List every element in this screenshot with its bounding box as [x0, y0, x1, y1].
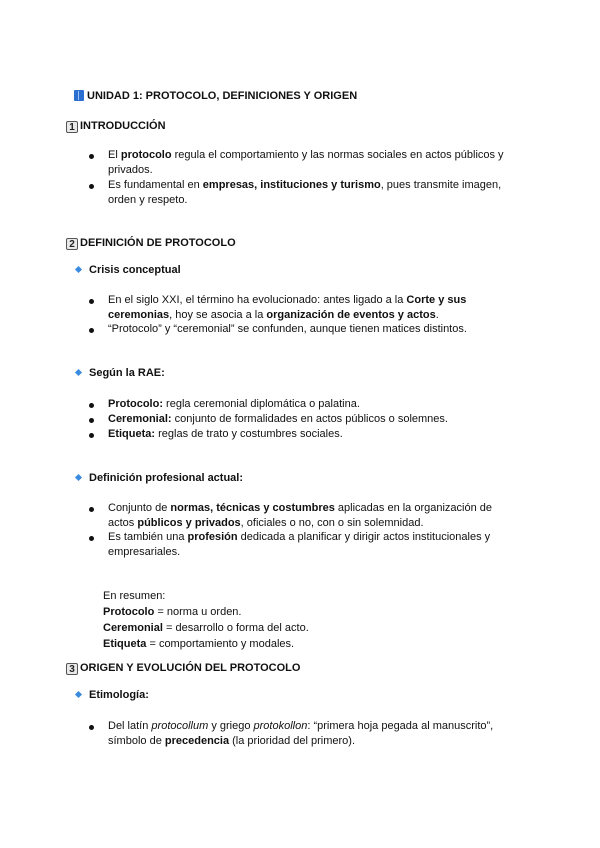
bullet-icon [89, 433, 94, 438]
bullet-icon [89, 154, 94, 159]
list-item: Conjunto de normas, técnicas y costumbres aplicadas en la organización de actos públicos y privados, oficiales o no, con o sin solemnidad. [108, 501, 518, 531]
subheading-crisis: Crisis conceptual [76, 264, 181, 276]
page-title: UNIDAD 1: PROTOCOLO, DEFINICIONES Y ORIGEN [74, 90, 357, 102]
list-item: Del latín protocollum y griego protokollon: “primera hoja pegada al manuscrito”, símbolo de precedencia (la prioridad del primero). [108, 719, 518, 749]
list-item: Ceremonial: conjunto de formalidades en actos públicos o solemnes. [108, 412, 518, 427]
bullet-icon [89, 507, 94, 512]
book-icon [74, 90, 84, 101]
list-item: Es fundamental en empresas, instituciones y turismo, pues transmite imagen, orden y respeto. [108, 178, 518, 208]
section-3-heading: 3 ORIGEN Y EVOLUCIÓN DEL PROTOCOLO [66, 662, 300, 675]
blue-diamond-icon [75, 474, 82, 481]
number-2-icon: 2 [66, 238, 78, 250]
section-1-heading: 1 INTRODUCCIÓN [66, 120, 166, 133]
bullet-icon [89, 725, 94, 730]
bullet-icon [89, 536, 94, 541]
summary-block [103, 588, 309, 652]
list-item: Protocolo: regla ceremonial diplomática o palatina. [108, 397, 518, 412]
number-1-icon: 1 [66, 121, 78, 133]
list-item: En el siglo XXI, el término ha evolucionado: antes ligado a la Corte y sus ceremonias, hoy se asocia a la organización de eventos y actos. [108, 293, 518, 323]
number-3-icon: 3 [66, 663, 78, 675]
bullet-icon [89, 184, 94, 189]
list-item: El protocolo regula el comportamiento y las normas sociales en actos públicos y privados. [108, 148, 518, 178]
section-2-heading: 2 DEFINICIÓN DE PROTOCOLO [66, 237, 236, 250]
subheading-professional: Definición profesional actual: [76, 472, 243, 484]
blue-diamond-icon [75, 691, 82, 698]
blue-diamond-icon [75, 369, 82, 376]
list-item: “Protocolo” y “ceremonial” se confunden, aunque tienen matices distintos. [108, 322, 518, 337]
bullet-icon [89, 403, 94, 408]
blue-diamond-icon [75, 266, 82, 273]
summary-line: Ceremonial = desarrollo o forma del acto. [103, 622, 309, 634]
bullet-icon [89, 299, 94, 304]
subheading-etimologia: Etimología: [76, 689, 149, 701]
list-item: Etiqueta: reglas de trato y costumbres sociales. [108, 427, 518, 442]
summary-line: Protocolo = norma u orden. [103, 606, 242, 618]
list-item: Es también una profesión dedicada a planificar y dirigir actos institucionales y empresariales. [108, 530, 518, 560]
bullet-icon [89, 328, 94, 333]
summary-intro: En resumen: [103, 590, 166, 602]
subheading-rae: Según la RAE: [76, 367, 165, 379]
summary-line: Etiqueta = comportamiento y modales. [103, 638, 295, 650]
bullet-icon [89, 418, 94, 423]
